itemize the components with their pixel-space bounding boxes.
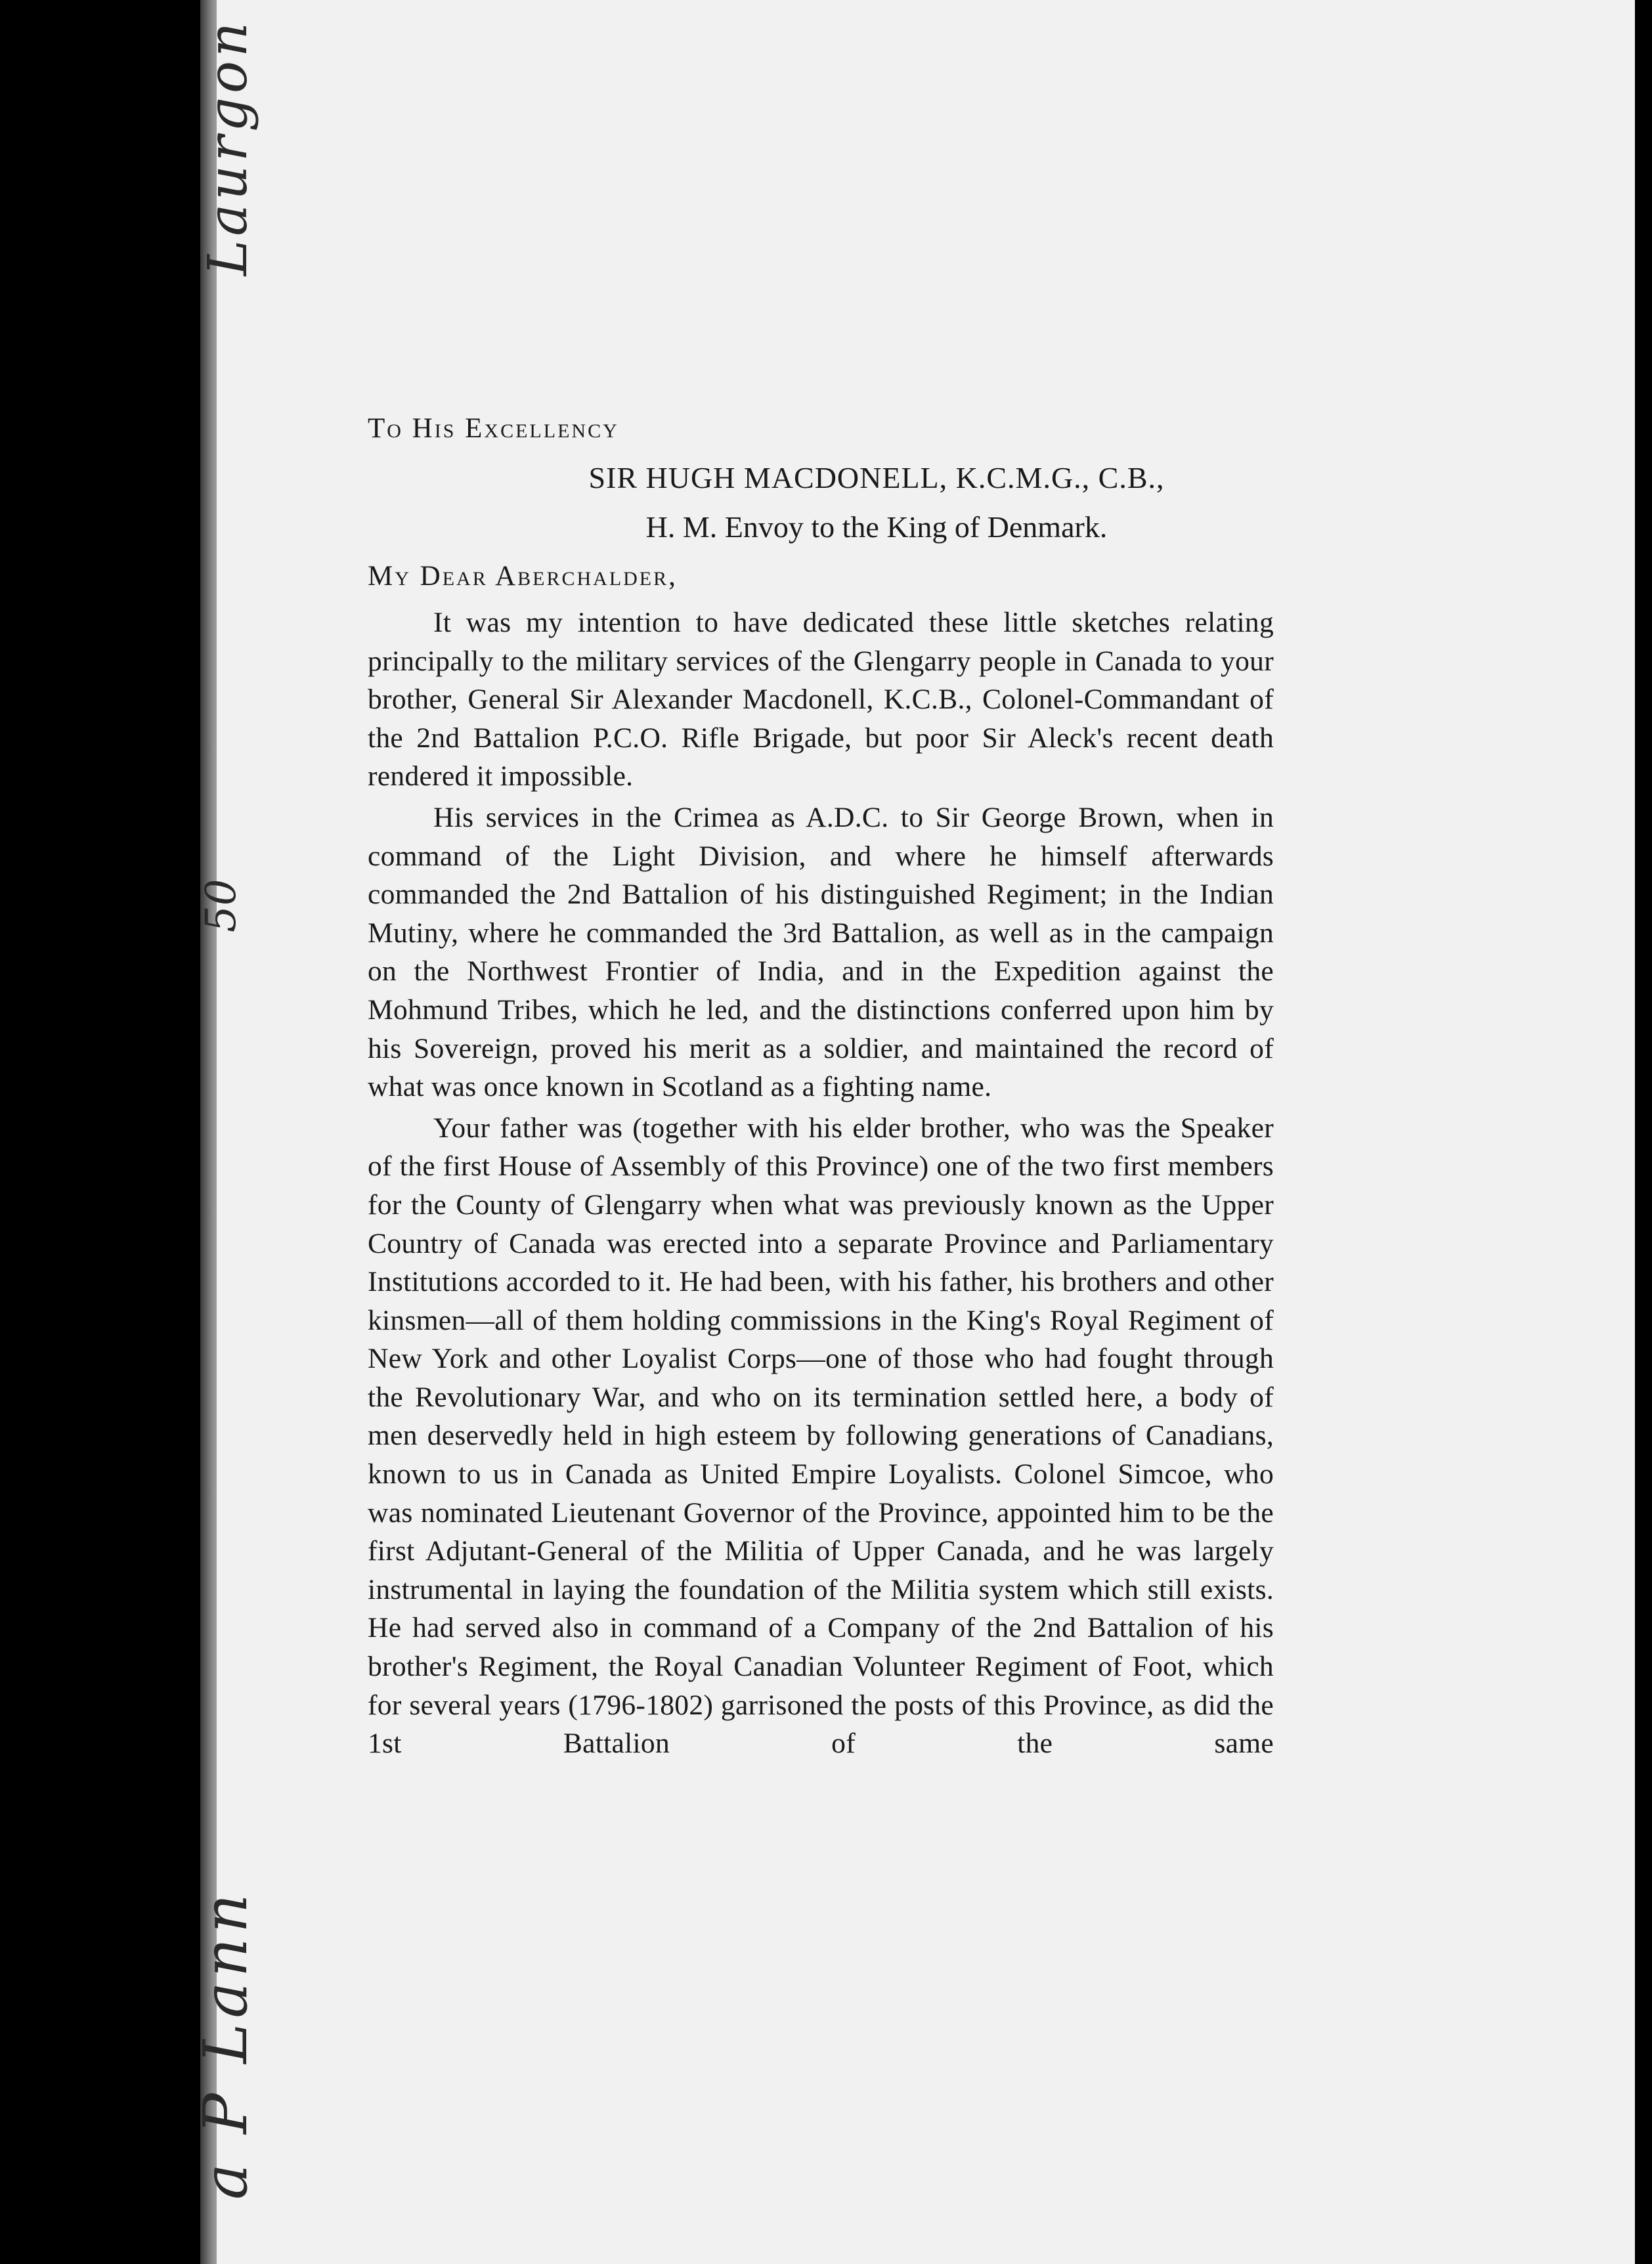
dedication-text	[368, 404, 1274, 1763]
body-paragraph-2: His services in the Crimea as A.D.C. to Sir George Brown, when in command of the Light Division, and where he himself afterwards commanded the 2nd Battalion of his distinguished Regiment; in the Indian Mutiny, where he commanded the 3rd Battalion, as well as in the campaign on the Northwest Frontier of India, and in the Expedition against the Mohmund Tribes, which he led, and the distinctions conferred upon him by his Sovereign, proved his merit as a soldier, and maintained the record of what was once known in Scotland as a fighting name.	[368, 801, 1274, 1103]
margin-handwriting-number: 50	[197, 879, 246, 932]
page-right-edge	[1635, 0, 1652, 2264]
salutation: To His Excellency	[368, 413, 619, 444]
addressee-title: H. M. Envoy to the King of Denmark.	[645, 510, 1108, 544]
letter-greeting: My Dear Aberchalder,	[368, 561, 678, 592]
margin-handwriting-top: Laurgon	[197, 18, 259, 276]
body-paragraph-1: It was my intention to have dedicated these little sketches relating principally to the military services of the Glengarry people in Canada to your brother, General Sir Alexander Macdonell, K.C.B., Colonel-Commandant of the 2nd Battalion P.C.O. Rifle Brigade, but poor Sir Aleck's recent death rendered it impossible.	[368, 607, 1274, 793]
addressee-name: SIR HUGH MACDONELL, K.C.M.G., C.B.,	[588, 461, 1165, 494]
body-paragraph-3: Your father was (together with his elder brother, who was the Speaker of the first House of Assembly of this Province) one of the two first members for the County of Glengarry when what was previously known as the Upper Country of Canada was erected into a separate Province and Parliamentary Institutions accorded to it. He had been, with his father, his brothers and other kinsmen—all of them holding commissions in the King's Royal Regiment of New York and other Loyalist Corps—one of those who had fought through the Revolutionary War, and who on its termination settled here, a body of men deservedly held in high esteem by following generations of Canadians, known to us in Canada as United Empire Loyalists. Colonel Simcoe, who was nominated Lieutenant Governor of the Province, appointed him to be the first Adjutant-General of the Militia of Upper Canada, and he was largely instrumental in laying the foundation of the Militia system which still exists. He had served also in command of a Company of the 2nd Battalion of his brother's Regiment, the Royal Canadian Volunteer Regiment of Foot, which for several years (1796-1802) garrisoned the posts of this Province, as did the 1st Battalion of the same	[368, 1112, 1274, 1760]
margin-handwriting-bottom: a P Lann	[190, 1888, 261, 2200]
